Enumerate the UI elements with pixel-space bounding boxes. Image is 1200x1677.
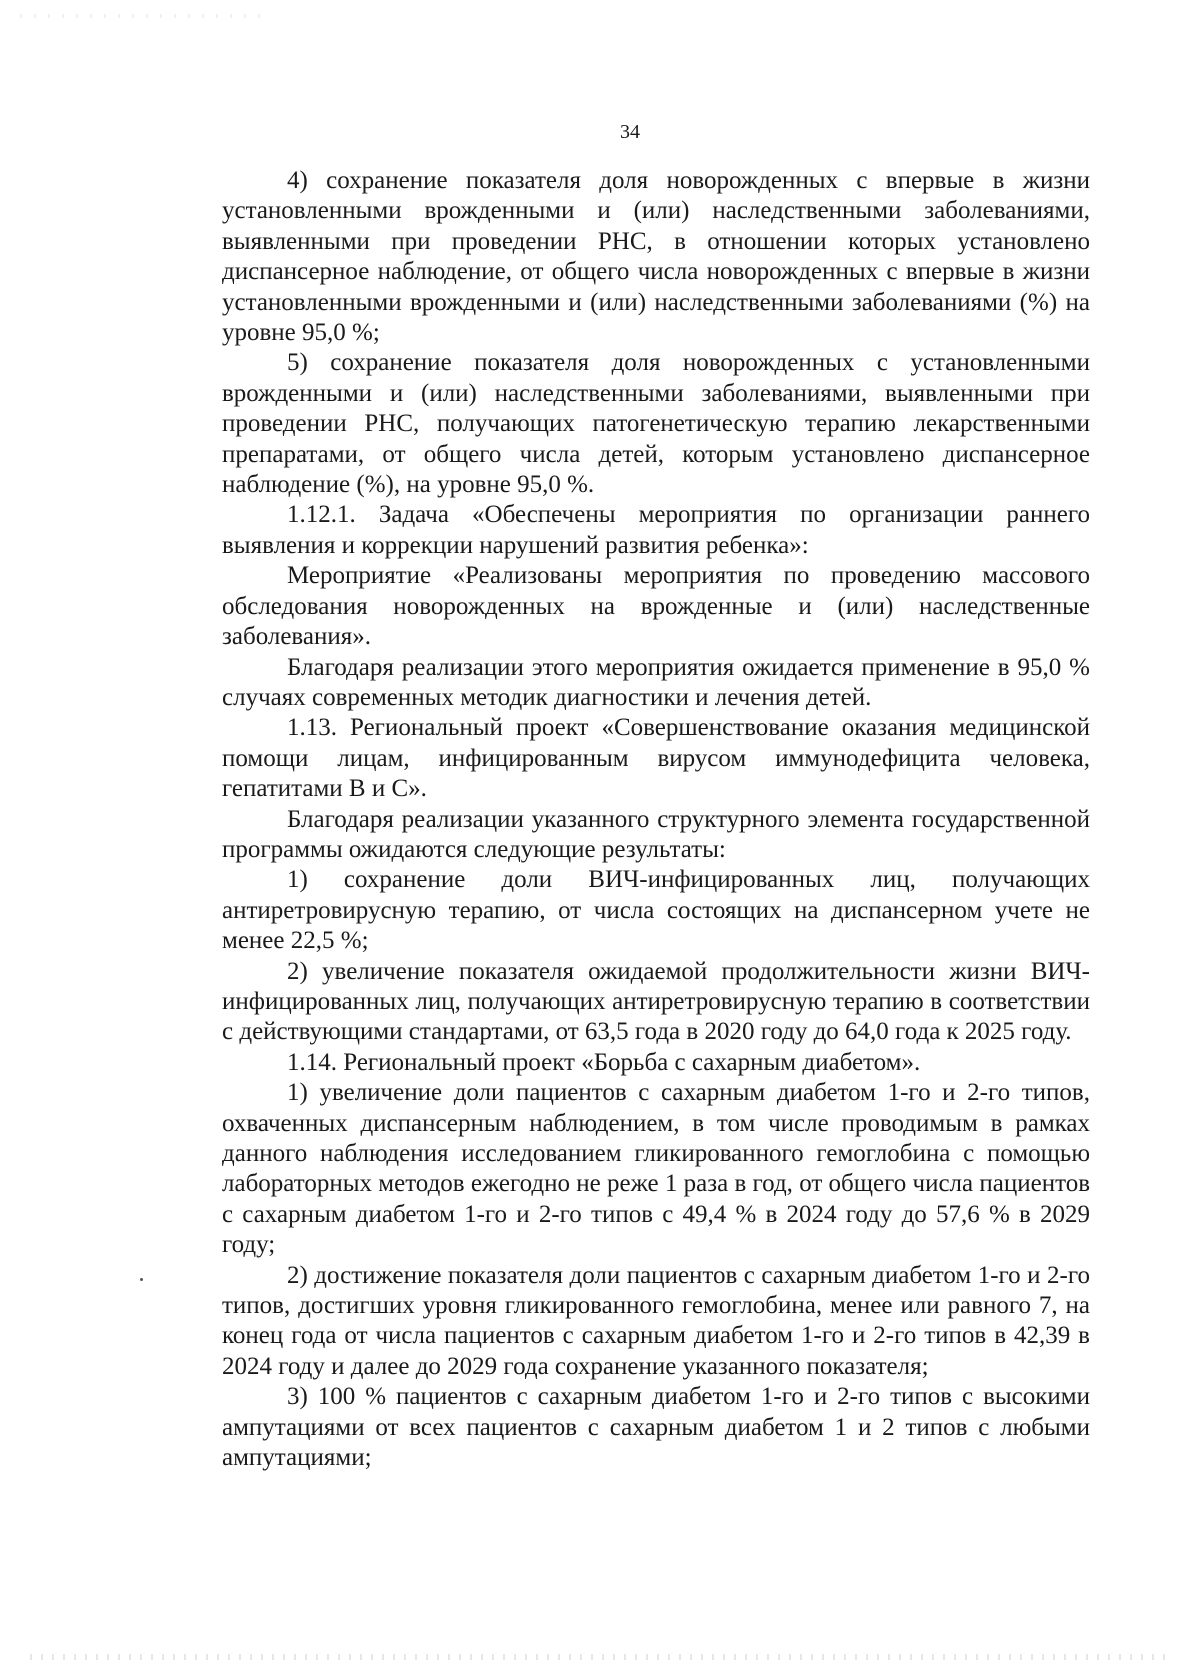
paragraph-task-1-12-1: 1.12.1. Задача «Обеспечены мероприятия по организации раннего выявления и коррекции нарушений развития ребенка»:: [222, 501, 1090, 559]
scan-noise-top: [20, 14, 260, 18]
paragraph-diabetes-item-1: 1) увеличение доли пациентов с сахарным диабетом 1-го и 2-го типов, охваченных диспансерным наблюдением, в том числе проводимым в рамках данного наблюдения исследованием гликированного гемоглобина с помощью лабораторных методов ежегодно не реже 1 раза в год, от общего числа пациентов с сахарным диабетом 1-го и 2-го типов с 49,4 % в 2024 году до 57,6 % в 2029 году;: [222, 1079, 1090, 1259]
scan-noise-bottom: [30, 1654, 1170, 1660]
paragraph-item-5: 5) сохранение показателя доля новорожденных с установленными врожденными и (или) наследственными заболеваниями, выявленными при проведении РНС, получающих патогенетическую терапию лекарственными препаратами, от общего числа детей, которым установлено диспансерное наблюдение (%), на уровне 95,0 %.: [222, 349, 1090, 499]
paragraph-expected-results: Благодаря реализации указанного структурного элемента государственной программы ожидаются следующие результаты:: [222, 805, 1090, 863]
paragraph-item-4: 4) сохранение показателя доля новорожденных с впервые в жизни установленными врожденными и (или) наследственными заболеваниями, выявленными при проведении РНС, в отношении которых установлено диспансерное наблюдение, от общего числа новорожденных с впервые в жизни установленными врожденными и (или) наследственными заболеваниями (%) на уровне 95,0 %;: [222, 167, 1090, 347]
scan-artifact-dot: [140, 1278, 143, 1281]
paragraph-project-1-14: 1.14. Региональный проект «Борьба с сахарным диабетом».: [287, 1048, 921, 1076]
document-body: [222, 166, 1090, 1473]
paragraph-diabetes-item-3: 3) 100 % пациентов с сахарным диабетом 1-го и 2-го типов с высокими ампутациями от всех пациентов с сахарным диабетом 1 и 2 типов с любыми ампутациями;: [222, 1383, 1090, 1472]
paragraph-measure-effect: Благодаря реализации этого мероприятия ожидается применение в 95,0 % случаях современных методик диагностики и лечения детей.: [222, 653, 1090, 711]
paragraph-diabetes-item-2: 2) достижение показателя доли пациентов с сахарным диабетом 1-го и 2-го типов, достигших уровня гликированного гемоглобина, менее или равного 7, на конец года от числа пациентов с сахарным диабетом 1-го и 2-го типов в 42,39 в 2024 году и далее до 2029 года сохранение указанного показателя;: [222, 1261, 1090, 1380]
paragraph-hiv-item-2: 2) увеличение показателя ожидаемой продолжительности жизни ВИЧ-инфицированных лиц, получающих антиретровирусную терапию в соответствии с действующими стандартами, от 63,5 года в 2020 году до 64,0 года к 2025 году.: [222, 957, 1090, 1046]
paragraph-project-1-13: 1.13. Региональный проект «Совершенствование оказания медицинской помощи лицам, инфицированным вирусом иммунодефицита человека, гепатитами В и С».: [222, 714, 1090, 803]
paragraph-hiv-item-1: 1) сохранение доли ВИЧ-инфицированных лиц, получающих антиретровирусную терапию, от числа состоящих на диспансерном учете не менее 22,5 %;: [222, 866, 1090, 955]
page-number: 34: [620, 121, 640, 143]
paragraph-measure: Мероприятие «Реализованы мероприятия по проведению массового обследования новорожденных на врожденные и (или) наследственные заболевания».: [222, 562, 1090, 651]
